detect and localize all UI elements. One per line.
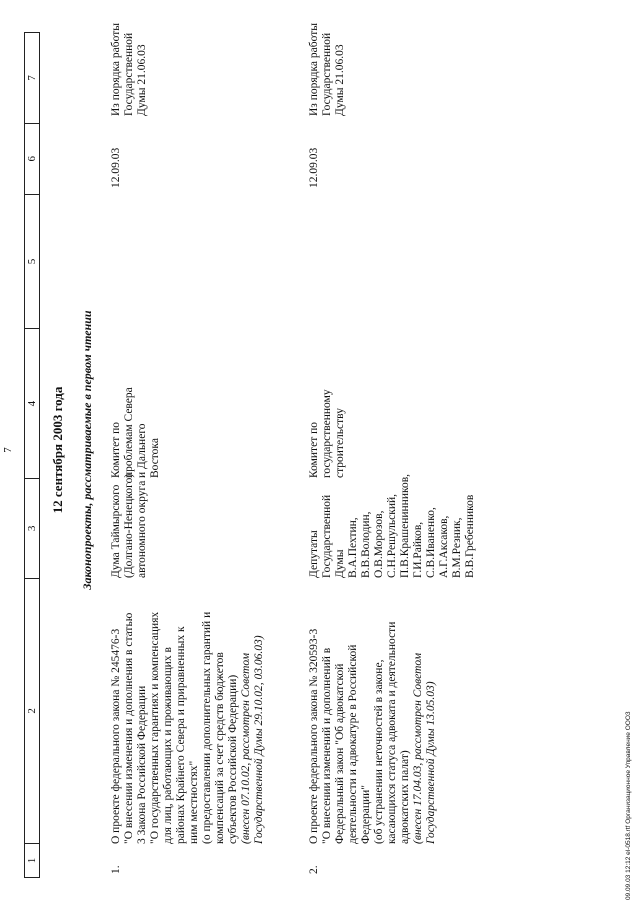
committee-line: Комитет по xyxy=(308,422,320,478)
author-line: В.А.Пехтин, xyxy=(347,517,359,578)
author-line: Государственной xyxy=(321,494,333,578)
bill-note-line: (внесен 17.04.03, рассмотрен Советом xyxy=(412,652,424,844)
author-line: Думы xyxy=(334,549,346,578)
committee-line: Комитет по xyxy=(110,422,122,478)
bill-title-line: субъектов Российской Федерации) xyxy=(227,674,239,844)
committee-line: государственному xyxy=(321,389,333,478)
origin-line: Думы 21.06.03 xyxy=(136,44,148,116)
bill-note-line: Государственной Думы 29.10.02, 03.06.03) xyxy=(253,635,265,844)
author-line: Депутаты xyxy=(308,530,320,578)
column-number-5: 5 xyxy=(25,194,39,329)
bill-title-line: О проекте федерального закона № 320593-3 xyxy=(308,628,320,844)
author-line: А.Г.Аксаков, xyxy=(438,515,450,578)
author-line: Дума Таймырского xyxy=(110,484,122,578)
entry-number: 2. xyxy=(308,865,320,874)
section-heading: Законопроекты, рассматриваемые в первом чтении xyxy=(80,310,94,590)
bill-title-line: ним местностях" xyxy=(188,760,200,844)
bill-title-line: О проекте федерального закона № 245476-3 xyxy=(110,628,122,844)
column-number-4: 4 xyxy=(25,328,39,478)
bill-title-line: касающихся статуса адвоката и деятельности xyxy=(386,621,398,844)
author-line: В.В.Володин, xyxy=(360,511,372,578)
bill-author xyxy=(110,473,149,578)
origin-note xyxy=(110,23,149,116)
column-number-2: 2 xyxy=(25,578,39,843)
bill-title-line: (о предоставлении дополнительных гарантий и xyxy=(201,611,213,844)
date-heading: 12 сентября 2003 года xyxy=(50,386,65,514)
column-number-7: 7 xyxy=(26,75,38,81)
origin-line: Государственной xyxy=(123,32,135,116)
bill-title-line: компенсаций за счет средств бюджетов xyxy=(214,652,226,844)
author-line: В.В.Гребенников xyxy=(464,494,476,578)
bill-title-line: для лиц, работающих и проживающих в xyxy=(162,647,174,844)
column-number-header xyxy=(24,32,40,878)
column-number-1: 1 xyxy=(25,843,39,877)
author-line: П.В.Крашенинников, xyxy=(399,473,411,578)
consideration-date: 12.09.03 xyxy=(110,147,122,188)
author-line: автономного округа xyxy=(136,480,148,578)
bill-title-line: 3 Закона Российской Федерации xyxy=(136,685,148,844)
committee-line: и Дальнего xyxy=(136,423,148,478)
responsible-committee xyxy=(110,382,162,478)
author-line: Г.И.Райков, xyxy=(412,521,424,578)
origin-line: Из порядка работы xyxy=(110,23,122,116)
column-number-3: 3 xyxy=(25,478,39,578)
origin-line: Государственной xyxy=(321,32,333,116)
committee-line: Востока xyxy=(149,438,161,478)
committee-line: проблемам Севера xyxy=(123,387,135,478)
bill-title-line: Федеральный закон "Об адвокатской xyxy=(334,663,346,844)
author-line: (Долгано-Ненецкого) xyxy=(123,473,135,578)
bill-title xyxy=(308,621,438,844)
bill-title xyxy=(110,611,266,844)
author-line: В.М.Резник, xyxy=(451,517,463,578)
committee-line: строительству xyxy=(334,408,346,478)
bill-title-line: "О внесении изменений и дополнений в xyxy=(321,647,333,844)
bill-title-line: деятельности и адвокатуре в Российской xyxy=(347,644,359,844)
page-number: 7 xyxy=(2,447,14,453)
bill-title-line: "О внесении изменения и дополнения в статью xyxy=(123,612,135,844)
bill-title-line: "О государственных гарантиях и компенсациях xyxy=(149,611,161,844)
bill-title-line: (об устранении неточностей в законе, xyxy=(373,659,385,844)
bill-title-line: Федерации" xyxy=(360,784,372,844)
origin-line: Думы 21.06.03 xyxy=(334,44,346,116)
entry-number: 1. xyxy=(110,865,122,874)
responsible-committee xyxy=(308,382,347,478)
bill-note-line: (внесен 07.10.02, рассмотрен Советом xyxy=(240,652,252,844)
bill-note-line: Государственной Думы 13.05.03) xyxy=(425,681,437,844)
column-number-6: 6 xyxy=(25,123,39,194)
bill-title-line: районах Крайнего Севера и приравненных к xyxy=(175,626,187,844)
origin-note xyxy=(308,23,347,116)
author-line: С.В.Иваненко, xyxy=(425,507,437,578)
bill-title-line: адвокатских палат) xyxy=(399,750,411,844)
author-line: С.Н.Решульский, xyxy=(386,493,398,578)
consideration-date: 12.09.03 xyxy=(308,147,320,188)
origin-line: Из порядка работы xyxy=(308,23,320,116)
print-footer: 09.09.03 12:12 el-0518.rtf Организационное Управление ООО3 xyxy=(625,711,632,900)
author-line: О.В.Морозов, xyxy=(373,510,385,578)
bill-author xyxy=(308,473,477,578)
